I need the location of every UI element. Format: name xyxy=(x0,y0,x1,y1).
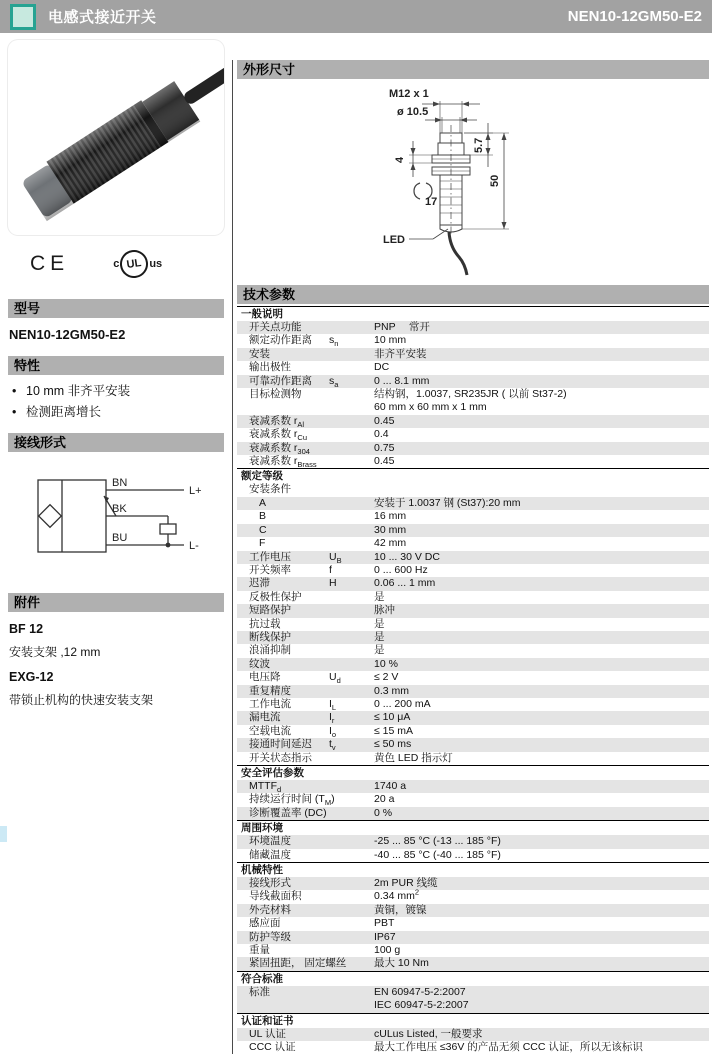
accessory-description: 安装支架 ,12 mm xyxy=(9,645,101,659)
section-title-specs: 技术参数 xyxy=(237,285,709,304)
spec-value: 10 % xyxy=(374,657,398,670)
spec-value: 0.3 mm xyxy=(374,684,410,697)
section-title-accessories: 附件 xyxy=(8,593,224,612)
spec-value: 0.45 xyxy=(374,455,395,468)
spec-label: 电压降 xyxy=(249,671,281,684)
spec-label: 额定动作距离 xyxy=(249,334,312,347)
spec-label: 衰减系数 $r_{Cu}$ xyxy=(249,428,308,443)
spec-row xyxy=(237,551,709,564)
spec-section-header: 机械特性 xyxy=(237,862,709,877)
spec-value: 0.75 xyxy=(374,441,395,454)
spec-label: C xyxy=(259,523,267,536)
spec-row xyxy=(237,604,709,617)
spec-section-header: 额定等级 xyxy=(237,468,709,483)
spec-section-header: 周围环境 xyxy=(237,820,709,835)
dim-label-led: LED xyxy=(383,234,405,246)
spec-label: $MTTF_d$ xyxy=(249,780,282,795)
spec-value: 100 g xyxy=(374,944,401,957)
spec-row xyxy=(237,537,709,550)
spec-value: 黄色 LED 指示灯 xyxy=(374,751,453,764)
spec-value: 1740 a xyxy=(374,780,407,792)
spec-section-header: 一般说明 xyxy=(237,306,709,321)
spec-row xyxy=(237,780,709,793)
ce-mark-icon: CE xyxy=(30,252,70,275)
spec-row xyxy=(237,904,709,917)
accessory-name: EXG-12 xyxy=(9,670,54,684)
feature-item: • 10 mm 非齐平安装 xyxy=(12,383,224,400)
dim-label-wrench-size: 17 xyxy=(425,196,438,208)
wire-label-lplus: L+ xyxy=(189,485,202,497)
dim-label-57: 5.7 xyxy=(473,137,485,153)
spec-value: 是 xyxy=(374,630,385,643)
spec-value: 最大工作电压 ≤36V 的产品无须 CCC 认证，所以无该标识 xyxy=(374,1041,643,1054)
spec-value: DC xyxy=(374,361,390,374)
spec-row xyxy=(237,497,709,510)
spec-row xyxy=(237,334,709,347)
spec-row xyxy=(237,375,709,388)
spec-row xyxy=(237,524,709,537)
spec-value: ≤ 10 μA xyxy=(374,711,411,724)
section-title-dimensions: 外形尺寸 xyxy=(237,60,709,79)
spec-value: 2m PUR 线缆 xyxy=(374,877,438,890)
spec-table xyxy=(237,306,709,1054)
spec-label: 漏电流 xyxy=(249,711,281,724)
spec-label: 迟滞 xyxy=(249,577,270,590)
dim-label-diameter: ø 10.5 xyxy=(397,106,429,118)
spec-value: 黄铜，镀镍 xyxy=(374,903,427,916)
spec-row xyxy=(237,455,709,468)
spec-row xyxy=(237,644,709,657)
spec-row xyxy=(237,361,709,374)
header-model-number: NEN10-12GM50-E2 xyxy=(567,8,702,25)
spec-label: 感应面 xyxy=(249,917,281,930)
spec-row xyxy=(237,591,709,604)
spec-label: B xyxy=(259,510,267,523)
spec-row xyxy=(237,671,709,684)
spec-row xyxy=(237,564,709,577)
spec-value: 10 mm xyxy=(374,334,407,347)
right-column xyxy=(232,60,709,1054)
spec-row xyxy=(237,835,709,848)
spec-row xyxy=(237,348,709,361)
spec-label: F xyxy=(259,537,266,550)
spec-row xyxy=(237,415,709,428)
section-title-features: 特性 xyxy=(8,356,224,375)
spec-value: 10 ... 30 V DC xyxy=(374,550,440,563)
spec-label: 开关状态指示 xyxy=(249,751,312,764)
accessory-description: 带锁止机构的快速安装支架 xyxy=(9,693,154,707)
spec-label: 工作电压 xyxy=(249,550,291,563)
wire-label-lminus: L- xyxy=(189,540,199,552)
spec-value: 最大 10 Nm xyxy=(374,957,429,970)
wire-label-bn: BN xyxy=(112,477,128,489)
spec-row xyxy=(237,577,709,590)
spec-symbol: $U_d$ xyxy=(329,671,341,686)
spec-value: 是 xyxy=(374,590,385,603)
spec-value: 结构钢，1.0037, SR235JR ( 以前 St37-2) 60 mm x 60 mm x 1 mm xyxy=(374,388,567,414)
spec-value: 0.06 ... 1 mm xyxy=(374,577,436,590)
spec-row xyxy=(237,510,709,523)
spec-label: 诊断覆盖率 (DC) xyxy=(249,806,327,819)
wire-label-bu: BU xyxy=(112,532,128,544)
dim-label-50: 50 xyxy=(489,174,501,187)
page-edge-mark xyxy=(0,826,7,842)
product-photo xyxy=(8,40,224,235)
spec-value: 0 % xyxy=(374,806,393,819)
spec-symbol: $s_n$ xyxy=(329,334,339,349)
spec-row xyxy=(237,698,709,711)
spec-label: 工作电流 xyxy=(249,697,291,710)
spec-value: 非齐平安装 xyxy=(374,347,427,360)
spec-value: PNP 常开 xyxy=(374,321,430,333)
wiring-diagram xyxy=(8,462,224,579)
spec-value: 0 ... 600 Hz xyxy=(374,563,428,576)
page-header xyxy=(0,0,712,33)
spec-label: 接线形式 xyxy=(249,877,291,890)
spec-label: 标准 xyxy=(249,985,270,998)
spec-label: 纹波 xyxy=(249,657,270,670)
spec-label: A xyxy=(259,496,267,509)
spec-value: cULus Listed, 一般要求 xyxy=(374,1027,483,1040)
spec-row xyxy=(237,1041,709,1054)
left-column xyxy=(8,40,224,710)
spec-value: ≤ 50 ms xyxy=(374,738,412,751)
spec-row xyxy=(237,752,709,765)
spec-row xyxy=(237,483,709,496)
spec-row xyxy=(237,725,709,738)
dim-label-thread: M12 x 1 xyxy=(389,88,429,100)
spec-label: 安装 xyxy=(249,347,270,360)
spec-value: 是 xyxy=(374,617,385,630)
accessories-list xyxy=(8,622,224,708)
spec-label: 衰减系数 $r_{Brass}$ xyxy=(249,455,317,470)
spec-value: 安装于 1.0037 钢 (St37):20 mm xyxy=(374,496,521,509)
feature-item: • 检测距离增长 xyxy=(12,404,224,421)
spec-value: 脉冲 xyxy=(374,604,395,617)
spec-value: 20 a xyxy=(374,793,395,806)
spec-label: 储藏温度 xyxy=(249,848,291,861)
spec-row xyxy=(237,877,709,890)
page-title: 电感式接近开关 xyxy=(48,9,157,26)
spec-symbol: $U_B$ xyxy=(329,550,342,565)
spec-row xyxy=(237,944,709,957)
dimension-drawing-svg xyxy=(237,79,709,285)
spec-row xyxy=(237,986,709,1013)
spec-value: EN 60947-5-2:2007 IEC 60947-5-2:2007 xyxy=(374,985,469,1012)
spec-label: 可靠动作距离 xyxy=(249,374,312,387)
section-title-wiring: 接线形式 xyxy=(8,433,224,452)
spec-symbol: H xyxy=(329,577,337,590)
dim-label-nut-height: 4 xyxy=(394,156,406,163)
spec-symbol: $I_L$ xyxy=(329,697,337,713)
spec-value: 是 xyxy=(374,644,385,657)
spec-label: 开关点功能 xyxy=(249,321,302,333)
spec-row xyxy=(237,711,709,724)
spec-row xyxy=(237,685,709,698)
spec-row xyxy=(237,1028,709,1041)
spec-section-header: 认证和证书 xyxy=(237,1013,709,1028)
spec-row xyxy=(237,442,709,455)
spec-label: 重量 xyxy=(249,944,270,957)
spec-label: 持续运行时间 $(T_M)$ xyxy=(249,793,335,808)
spec-value: 0.34 $mm^2$ xyxy=(374,887,420,903)
accessory-name: BF 12 xyxy=(9,622,44,636)
spec-label: 安装条件 xyxy=(249,483,291,496)
spec-label: 外壳材料 xyxy=(249,903,291,916)
spec-row xyxy=(237,738,709,751)
spec-label: 浪涌抑制 xyxy=(249,644,291,657)
spec-label: 紧固扭距， 固定螺丝 xyxy=(249,957,347,970)
spec-value: ≤ 15 mA xyxy=(374,724,414,737)
wire-label-bk: BK xyxy=(112,503,127,515)
spec-value: 16 mm xyxy=(374,510,407,523)
brand-square-icon xyxy=(10,4,36,30)
spec-label: 衰减系数 $r_{304}$ xyxy=(249,441,310,456)
spec-label: UL 认证 xyxy=(249,1027,286,1040)
sensor-photo-drawing xyxy=(8,40,224,235)
spec-label: 反极性保护 xyxy=(249,590,302,603)
spec-section-header: 安全评估参数 xyxy=(237,765,709,780)
spec-value: -25 ... 85 °C (-13 ... 185 °F) xyxy=(374,835,501,848)
spec-label: 导线截面积 xyxy=(249,890,302,903)
spec-value: 30 mm xyxy=(374,523,407,536)
spec-value: 42 mm xyxy=(374,537,407,550)
spec-row xyxy=(237,618,709,631)
spec-label: 空载电流 xyxy=(249,724,291,737)
spec-symbol: $I_r$ xyxy=(329,711,335,726)
spec-row xyxy=(237,887,709,903)
spec-section-header: 符合标准 xyxy=(237,971,709,986)
spec-label: 接通时间延迟 xyxy=(249,738,312,751)
spec-row xyxy=(237,658,709,671)
spec-label: 输出极性 xyxy=(249,361,291,374)
spec-symbol: $t_v$ xyxy=(329,738,336,753)
features-list xyxy=(12,383,224,421)
spec-value: ≤ 2 V xyxy=(374,671,399,684)
certification-marks xyxy=(8,247,224,281)
spec-label: 环境温度 xyxy=(249,835,291,848)
spec-label: 衰减系数 $r_{Al}$ xyxy=(249,414,305,429)
dimension-drawing xyxy=(237,79,709,285)
spec-label: CCC 认证 xyxy=(249,1041,296,1054)
wiring-diagram-drawing xyxy=(16,462,216,574)
section-title-model: 型号 xyxy=(8,299,224,318)
spec-label: 重复精度 xyxy=(249,684,291,697)
spec-value: -40 ... 85 °C (-40 ... 185 °F) xyxy=(374,848,501,861)
spec-row xyxy=(237,849,709,862)
spec-row xyxy=(237,631,709,644)
spec-row xyxy=(237,807,709,820)
spec-row xyxy=(237,917,709,930)
spec-value: 0 ... 200 mA xyxy=(374,697,431,710)
spec-row xyxy=(237,321,709,334)
spec-symbol: f xyxy=(329,563,332,576)
spec-value: PBT xyxy=(374,917,395,930)
spec-row xyxy=(237,388,709,415)
spec-label: 开关频率 xyxy=(249,563,291,576)
spec-value: 0.45 xyxy=(374,414,395,427)
model-number: NEN10-12GM50-E2 xyxy=(9,327,126,342)
spec-value: IP67 xyxy=(374,930,396,943)
spec-row xyxy=(237,931,709,944)
spec-label: 短路保护 xyxy=(249,604,291,617)
spec-label: 目标检测物 xyxy=(249,388,302,401)
spec-label: 防护等级 xyxy=(249,930,291,943)
spec-value: 0 ... 8.1 mm xyxy=(374,374,430,387)
cul-us-mark-icon: c UL us xyxy=(113,250,162,278)
spec-row xyxy=(237,957,709,970)
spec-symbol: $I_o$ xyxy=(329,724,337,739)
spec-value: 0.4 xyxy=(374,428,389,441)
spec-label: 抗过载 xyxy=(249,617,281,630)
spec-row xyxy=(237,428,709,441)
spec-row xyxy=(237,793,709,806)
spec-label: 断线保护 xyxy=(249,630,291,643)
spec-symbol: $s_a$ xyxy=(329,374,339,389)
